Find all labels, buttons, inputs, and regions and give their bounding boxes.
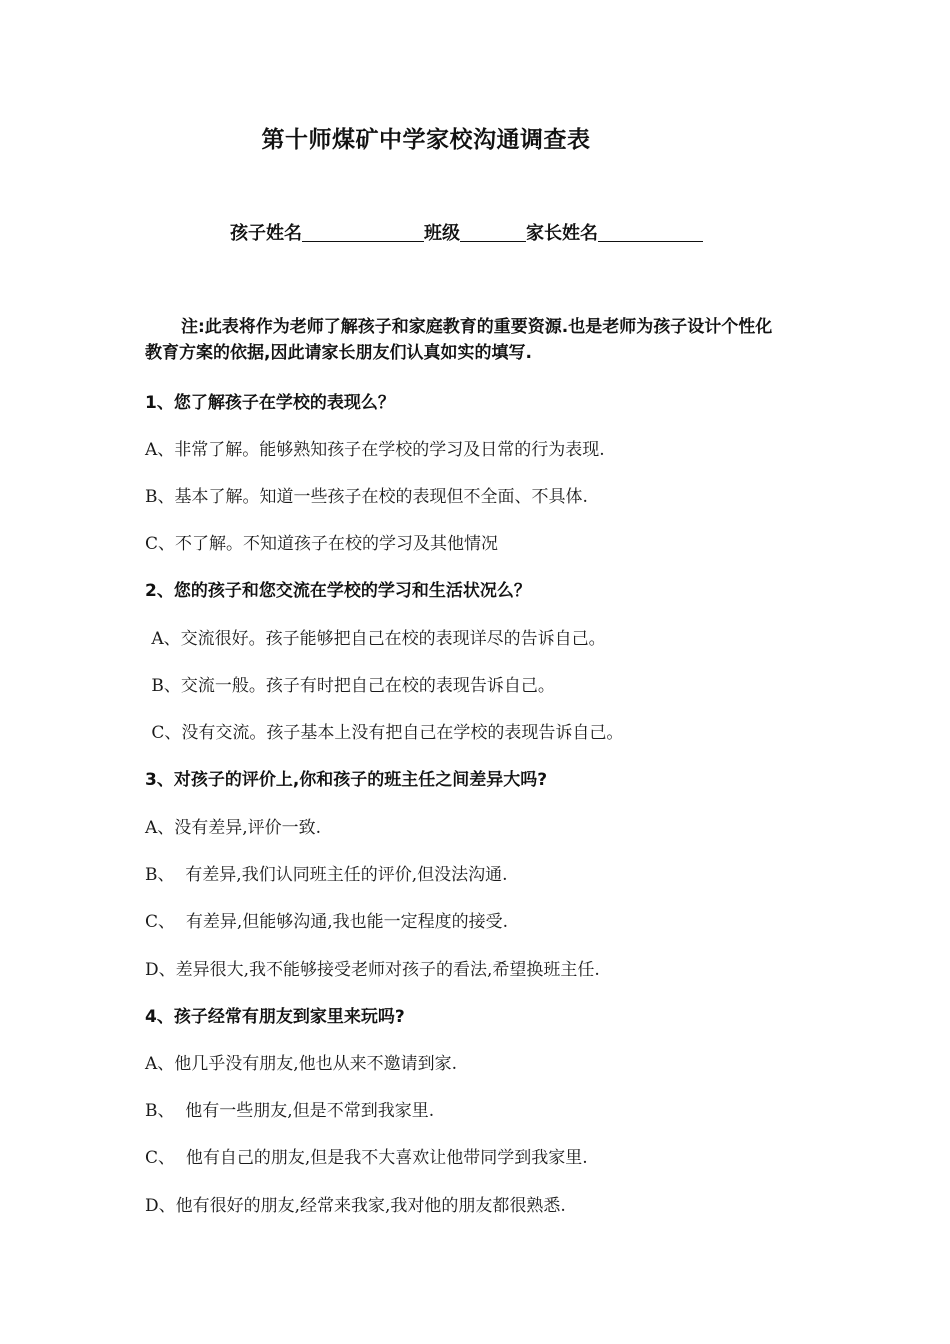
question-4-option-b: B、 他有一些朋友,但是不常到我家里. bbox=[145, 1101, 435, 1121]
child-name-label: 孩子姓名 bbox=[230, 223, 302, 244]
info-line bbox=[230, 219, 703, 245]
question-1-option-b: B、基本了解。知道一些孩子在校的表现但不全面、不具体. bbox=[145, 487, 588, 507]
question-3: 3、对孩子的评价上,你和孩子的班主任之间差异大吗? bbox=[145, 770, 548, 790]
question-3-option-a: A、没有差异,评价一致. bbox=[145, 818, 322, 838]
class-label: 班级 bbox=[424, 223, 460, 244]
parent-name-label: 家长姓名 bbox=[526, 223, 598, 244]
question-4-option-a: A、他几乎没有朋友,他也从来不邀请到家. bbox=[145, 1054, 458, 1074]
question-2-option-c: C、没有交流。孩子基本上没有把自己在学校的表现告诉自己。 bbox=[146, 723, 624, 743]
question-1-option-c: C、不了解。不知道孩子在校的学习及其他情况 bbox=[145, 534, 499, 554]
class-blank bbox=[460, 223, 526, 242]
question-2-option-a: A、交流很好。孩子能够把自己在校的表现详尽的告诉自己。 bbox=[146, 629, 606, 649]
child-name-blank bbox=[302, 223, 424, 242]
question-3-option-b: B、 有差异,我们认同班主任的评价,但没法沟通. bbox=[145, 865, 508, 885]
question-2: 2、您的孩子和您交流在学校的学习和生活状况么？ bbox=[145, 581, 531, 601]
question-2-option-b: B、交流一般。孩子有时把自己在校的表现告诉自己。 bbox=[146, 676, 555, 696]
question-4-option-d: D、他有很好的朋友,经常来我家,我对他的朋友都很熟悉. bbox=[145, 1196, 566, 1216]
question-4-option-c: C、 他有自己的朋友,但是我不大喜欢让他带同学到我家里. bbox=[145, 1148, 588, 1168]
parent-name-blank bbox=[598, 223, 703, 242]
question-4: 4、孩子经常有朋友到家里来玩吗? bbox=[145, 1007, 405, 1027]
note-paragraph: 注:此表将作为老师了解孩子和家庭教育的重要资源.也是老师为孩子设计个性化教育方案的依据,因此请家长朋友们认真如实的填写. bbox=[145, 317, 773, 363]
question-1-option-a: A、非常了解。能够熟知孩子在学校的学习及日常的行为表现. bbox=[145, 440, 605, 460]
question-3-option-d: D、差异很大,我不能够接受老师对孩子的看法,希望换班主任. bbox=[145, 960, 600, 980]
page-title: 第十师煤矿中学家校沟通调查表 bbox=[261, 127, 591, 153]
question-3-option-c: C、 有差异,但能够沟通,我也能一定程度的接受. bbox=[145, 912, 509, 932]
question-1: 1、您了解孩子在学校的表现么？ bbox=[145, 393, 395, 413]
